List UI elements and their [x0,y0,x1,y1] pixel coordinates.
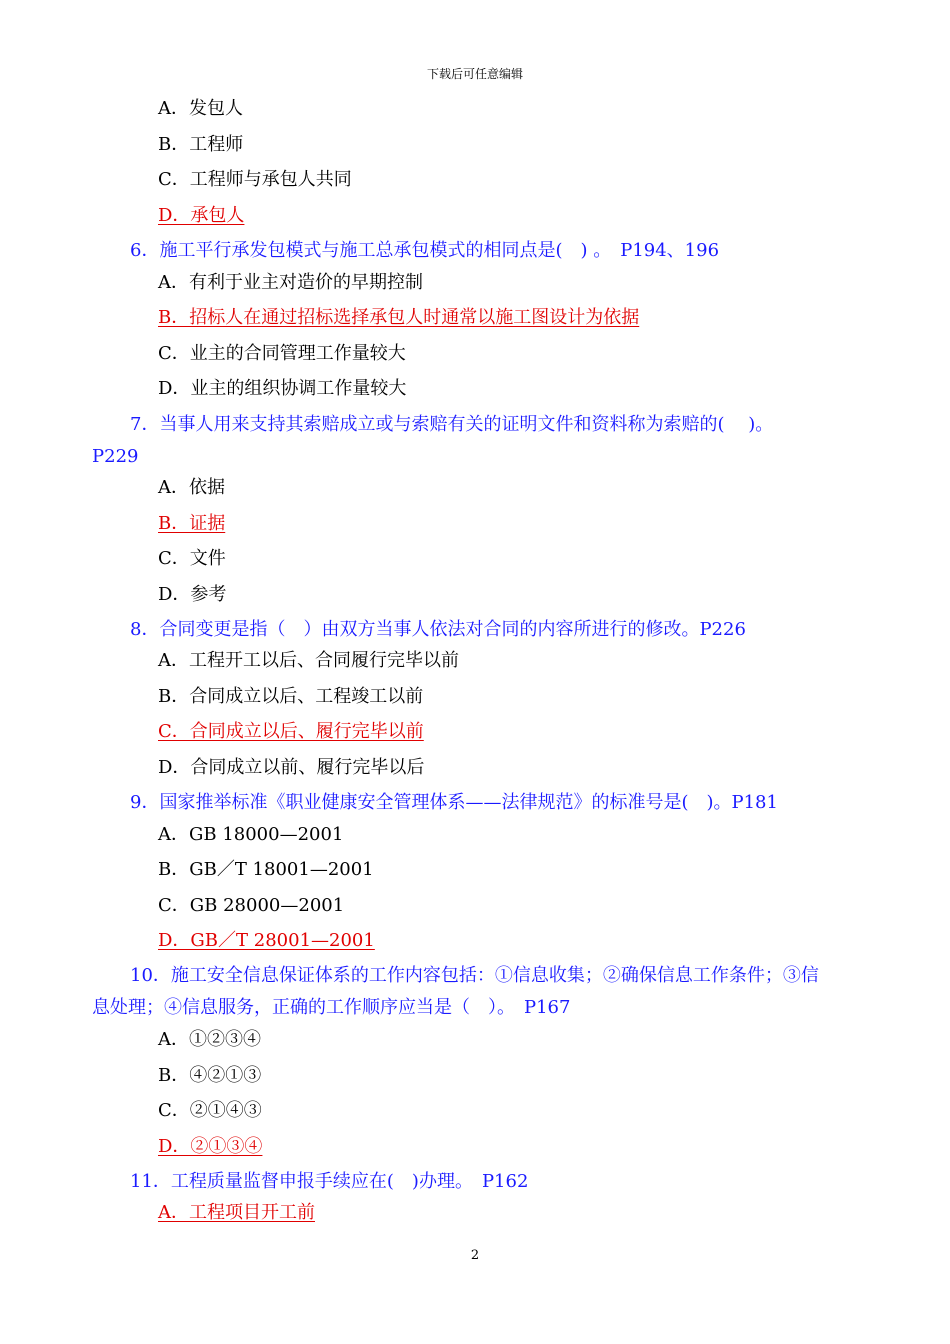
option-line: C．②①④③ [158,1100,262,1121]
option-line: C．GB 28000—2001 [158,895,345,916]
answer-option: D．GB／T 28001—2001 [158,930,375,951]
option-line: D．参考 [158,584,227,605]
option-line: A．工程开工以后、合同履行完毕以前 [158,650,459,671]
answer-option: C．合同成立以后、履行完毕以前 [158,721,424,742]
option-line: B．工程师 [158,134,244,155]
answer-option: B．招标人在通过招标选择承包人时通常以施工图设计为依据 [158,307,640,328]
option-line: D．合同成立以前、履行完毕以后 [158,757,425,778]
option-line: C．工程师与承包人共同 [158,169,352,190]
question-line: 9．国家推举标准《职业健康安全管理体系——法律规范》的标准号是( )。P181 [130,792,778,813]
option-line: C．文件 [158,548,226,569]
option-line: A．①②③④ [158,1029,261,1050]
answer-option: D．②①③④ [158,1136,263,1157]
question-line: 7．当事人用来支持其索赔成立或与索赔有关的证明文件和资料称为索赔的( )。 [130,414,774,435]
option-line: D．业主的组织协调工作量较大 [158,378,407,399]
option-line: B．GB／T 18001—2001 [158,859,374,880]
option-line: B．合同成立以后、工程竣工以前 [158,686,424,707]
question-line-continued: P229 [92,446,139,467]
question-line: 6．施工平行承发包模式与施工总承包模式的相同点是( ) 。 P194、196 [130,240,720,261]
question-line: 10．施工安全信息保证体系的工作内容包括：①信息收集；②确保信息工作条件；③信 [130,965,819,986]
option-line: A．GB 18000—2001 [158,824,344,845]
option-line: C．业主的合同管理工作量较大 [158,343,406,364]
option-line: B．④②①③ [158,1065,262,1086]
page-number: 2 [470,1248,480,1263]
option-line: A．发包人 [158,98,243,119]
question-line: 11．工程质量监督申报手续应在( )办理。 P162 [130,1171,529,1192]
option-line: A．依据 [158,477,225,498]
answer-option: D．承包人 [158,205,245,226]
question-line-continued: 息处理；④信息服务，正确的工作顺序应当是（ ）。 P167 [92,997,571,1018]
option-line: A．有利于业主对造价的早期控制 [158,272,423,293]
answer-option: A．工程项目开工前 [158,1202,315,1223]
question-line: 8．合同变更是指（ ）由双方当事人依法对合同的内容所进行的修改。P226 [130,619,746,640]
page-header: 下载后可任意编辑 [426,67,523,81]
answer-option: B．证据 [158,513,226,534]
